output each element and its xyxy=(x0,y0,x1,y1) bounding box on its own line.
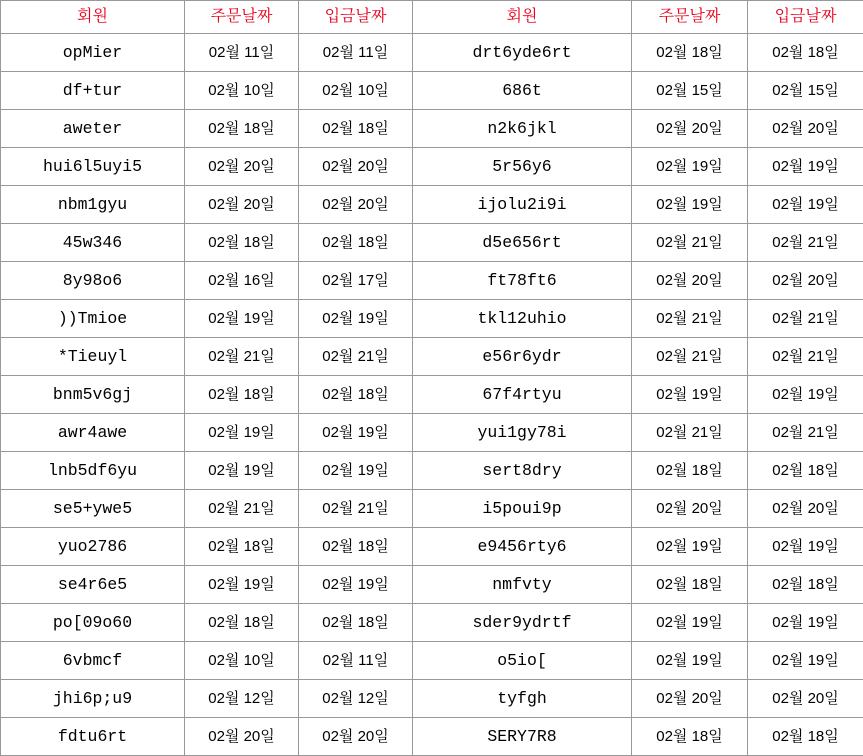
cell-member-right: d5e656rt xyxy=(413,224,632,262)
cell-order-date-left: 02월 21일 xyxy=(185,490,299,528)
cell-payment-date-right: 02월 19일 xyxy=(748,186,863,224)
cell-member-left: jhi6p;u9 xyxy=(1,680,185,718)
cell-order-date-left: 02월 21일 xyxy=(185,338,299,376)
cell-order-date-right: 02월 20일 xyxy=(632,110,748,148)
cell-payment-date-left: 02월 11일 xyxy=(299,34,413,72)
cell-member-left: hui6l5uyi5 xyxy=(1,148,185,186)
table-row xyxy=(1,452,863,490)
table-row xyxy=(1,338,863,376)
cell-order-date-right: 02월 18일 xyxy=(632,34,748,72)
cell-payment-date-right: 02월 20일 xyxy=(748,262,863,300)
cell-payment-date-right: 02월 15일 xyxy=(748,72,863,110)
table-row xyxy=(1,528,863,566)
cell-order-date-right: 02월 20일 xyxy=(632,490,748,528)
cell-member-left: fdtu6rt xyxy=(1,718,185,756)
cell-order-date-left: 02월 20일 xyxy=(185,186,299,224)
cell-payment-date-left: 02월 17일 xyxy=(299,262,413,300)
cell-order-date-right: 02월 19일 xyxy=(632,642,748,680)
cell-order-date-left: 02월 19일 xyxy=(185,566,299,604)
cell-member-right: 67f4rtyu xyxy=(413,376,632,414)
cell-member-right: sder9ydrtf xyxy=(413,604,632,642)
cell-payment-date-right: 02월 20일 xyxy=(748,680,863,718)
cell-member-left: opMier xyxy=(1,34,185,72)
cell-member-right: n2k6jkl xyxy=(413,110,632,148)
table-row xyxy=(1,376,863,414)
table-row xyxy=(1,224,863,262)
cell-order-date-right: 02월 20일 xyxy=(632,680,748,718)
cell-payment-date-left: 02월 19일 xyxy=(299,452,413,490)
cell-order-date-left: 02월 20일 xyxy=(185,148,299,186)
table-row xyxy=(1,186,863,224)
cell-order-date-right: 02월 19일 xyxy=(632,604,748,642)
cell-order-date-left: 02월 10일 xyxy=(185,72,299,110)
column-header-order-date-right: 주문날짜 xyxy=(632,1,748,34)
table-row xyxy=(1,300,863,338)
table-body xyxy=(1,34,863,756)
cell-member-left: 8y98o6 xyxy=(1,262,185,300)
cell-payment-date-left: 02월 18일 xyxy=(299,604,413,642)
table-row xyxy=(1,262,863,300)
cell-payment-date-left: 02월 20일 xyxy=(299,186,413,224)
cell-order-date-left: 02월 18일 xyxy=(185,110,299,148)
cell-order-date-right: 02월 21일 xyxy=(632,414,748,452)
cell-member-left: se5+ywe5 xyxy=(1,490,185,528)
cell-payment-date-left: 02월 19일 xyxy=(299,414,413,452)
cell-member-right: e9456rty6 xyxy=(413,528,632,566)
cell-payment-date-right: 02월 20일 xyxy=(748,110,863,148)
table-row xyxy=(1,148,863,186)
cell-order-date-left: 02월 20일 xyxy=(185,718,299,756)
cell-order-date-right: 02월 19일 xyxy=(632,186,748,224)
table-row xyxy=(1,490,863,528)
cell-member-left: se4r6e5 xyxy=(1,566,185,604)
cell-member-right: nmfvty xyxy=(413,566,632,604)
cell-payment-date-left: 02월 20일 xyxy=(299,148,413,186)
table-row xyxy=(1,110,863,148)
cell-payment-date-left: 02월 18일 xyxy=(299,528,413,566)
cell-payment-date-right: 02월 19일 xyxy=(748,376,863,414)
cell-member-right: i5poui9p xyxy=(413,490,632,528)
cell-member-right: tyfgh xyxy=(413,680,632,718)
cell-member-left: aweter xyxy=(1,110,185,148)
table-row xyxy=(1,72,863,110)
cell-member-right: ft78ft6 xyxy=(413,262,632,300)
cell-order-date-right: 02월 19일 xyxy=(632,148,748,186)
cell-order-date-left: 02월 11일 xyxy=(185,34,299,72)
table-row xyxy=(1,566,863,604)
cell-order-date-right: 02월 15일 xyxy=(632,72,748,110)
cell-order-date-left: 02월 18일 xyxy=(185,604,299,642)
cell-payment-date-left: 02월 21일 xyxy=(299,338,413,376)
table-row xyxy=(1,680,863,718)
cell-member-left: nbm1gyu xyxy=(1,186,185,224)
cell-member-left: yuo2786 xyxy=(1,528,185,566)
column-header-payment-date-right: 입금날짜 xyxy=(748,1,863,34)
cell-payment-date-right: 02월 21일 xyxy=(748,224,863,262)
cell-payment-date-left: 02월 19일 xyxy=(299,566,413,604)
cell-member-right: 5r56y6 xyxy=(413,148,632,186)
cell-order-date-right: 02월 20일 xyxy=(632,262,748,300)
cell-member-left: 45w346 xyxy=(1,224,185,262)
cell-member-right: SERY7R8 xyxy=(413,718,632,756)
cell-order-date-left: 02월 18일 xyxy=(185,376,299,414)
cell-payment-date-right: 02월 19일 xyxy=(748,528,863,566)
cell-payment-date-right: 02월 18일 xyxy=(748,34,863,72)
cell-member-left: ))Tmioe xyxy=(1,300,185,338)
cell-order-date-left: 02월 19일 xyxy=(185,300,299,338)
cell-payment-date-right: 02월 18일 xyxy=(748,718,863,756)
cell-payment-date-right: 02월 19일 xyxy=(748,642,863,680)
cell-payment-date-left: 02월 21일 xyxy=(299,490,413,528)
cell-member-left: *Tieuyl xyxy=(1,338,185,376)
table-header-row xyxy=(1,1,863,34)
cell-payment-date-right: 02월 21일 xyxy=(748,414,863,452)
cell-payment-date-left: 02월 12일 xyxy=(299,680,413,718)
cell-payment-date-right: 02월 20일 xyxy=(748,490,863,528)
cell-order-date-right: 02월 21일 xyxy=(632,224,748,262)
cell-payment-date-right: 02월 19일 xyxy=(748,148,863,186)
cell-order-date-left: 02월 12일 xyxy=(185,680,299,718)
cell-payment-date-left: 02월 19일 xyxy=(299,300,413,338)
cell-order-date-right: 02월 18일 xyxy=(632,452,748,490)
cell-order-date-right: 02월 21일 xyxy=(632,338,748,376)
cell-member-right: sert8dry xyxy=(413,452,632,490)
cell-member-right: 686t xyxy=(413,72,632,110)
cell-order-date-right: 02월 18일 xyxy=(632,718,748,756)
cell-member-left: awr4awe xyxy=(1,414,185,452)
cell-payment-date-left: 02월 10일 xyxy=(299,72,413,110)
cell-payment-date-left: 02월 18일 xyxy=(299,224,413,262)
cell-payment-date-right: 02월 18일 xyxy=(748,452,863,490)
cell-member-left: df+tur xyxy=(1,72,185,110)
table-row xyxy=(1,414,863,452)
column-header-member-left: 회원 xyxy=(1,1,185,34)
column-header-payment-date-left: 입금날짜 xyxy=(299,1,413,34)
cell-member-left: 6vbmcf xyxy=(1,642,185,680)
cell-order-date-left: 02월 19일 xyxy=(185,414,299,452)
table-row xyxy=(1,642,863,680)
cell-order-date-left: 02월 10일 xyxy=(185,642,299,680)
cell-member-right: o5io[ xyxy=(413,642,632,680)
cell-order-date-left: 02월 16일 xyxy=(185,262,299,300)
table-row xyxy=(1,604,863,642)
cell-order-date-right: 02월 19일 xyxy=(632,528,748,566)
cell-member-right: yui1gy78i xyxy=(413,414,632,452)
cell-payment-date-right: 02월 21일 xyxy=(748,300,863,338)
cell-payment-date-left: 02월 11일 xyxy=(299,642,413,680)
cell-payment-date-left: 02월 18일 xyxy=(299,376,413,414)
cell-order-date-right: 02월 21일 xyxy=(632,300,748,338)
cell-member-right: drt6yde6rt xyxy=(413,34,632,72)
table-row xyxy=(1,718,863,756)
cell-member-left: po[09o60 xyxy=(1,604,185,642)
cell-member-right: e56r6ydr xyxy=(413,338,632,376)
cell-payment-date-right: 02월 21일 xyxy=(748,338,863,376)
column-header-member-right: 회원 xyxy=(413,1,632,34)
cell-payment-date-right: 02월 18일 xyxy=(748,566,863,604)
cell-payment-date-left: 02월 20일 xyxy=(299,718,413,756)
cell-order-date-right: 02월 19일 xyxy=(632,376,748,414)
cell-member-left: bnm5v6gj xyxy=(1,376,185,414)
cell-order-date-left: 02월 18일 xyxy=(185,224,299,262)
cell-order-date-right: 02월 18일 xyxy=(632,566,748,604)
cell-member-right: ijolu2i9i xyxy=(413,186,632,224)
cell-order-date-left: 02월 19일 xyxy=(185,452,299,490)
cell-order-date-left: 02월 18일 xyxy=(185,528,299,566)
table-header xyxy=(1,1,863,34)
cell-payment-date-left: 02월 18일 xyxy=(299,110,413,148)
table-row xyxy=(1,34,863,72)
cell-payment-date-right: 02월 19일 xyxy=(748,604,863,642)
cell-member-right: tkl12uhio xyxy=(413,300,632,338)
column-header-order-date-left: 주문날짜 xyxy=(185,1,299,34)
cell-member-left: lnb5df6yu xyxy=(1,452,185,490)
